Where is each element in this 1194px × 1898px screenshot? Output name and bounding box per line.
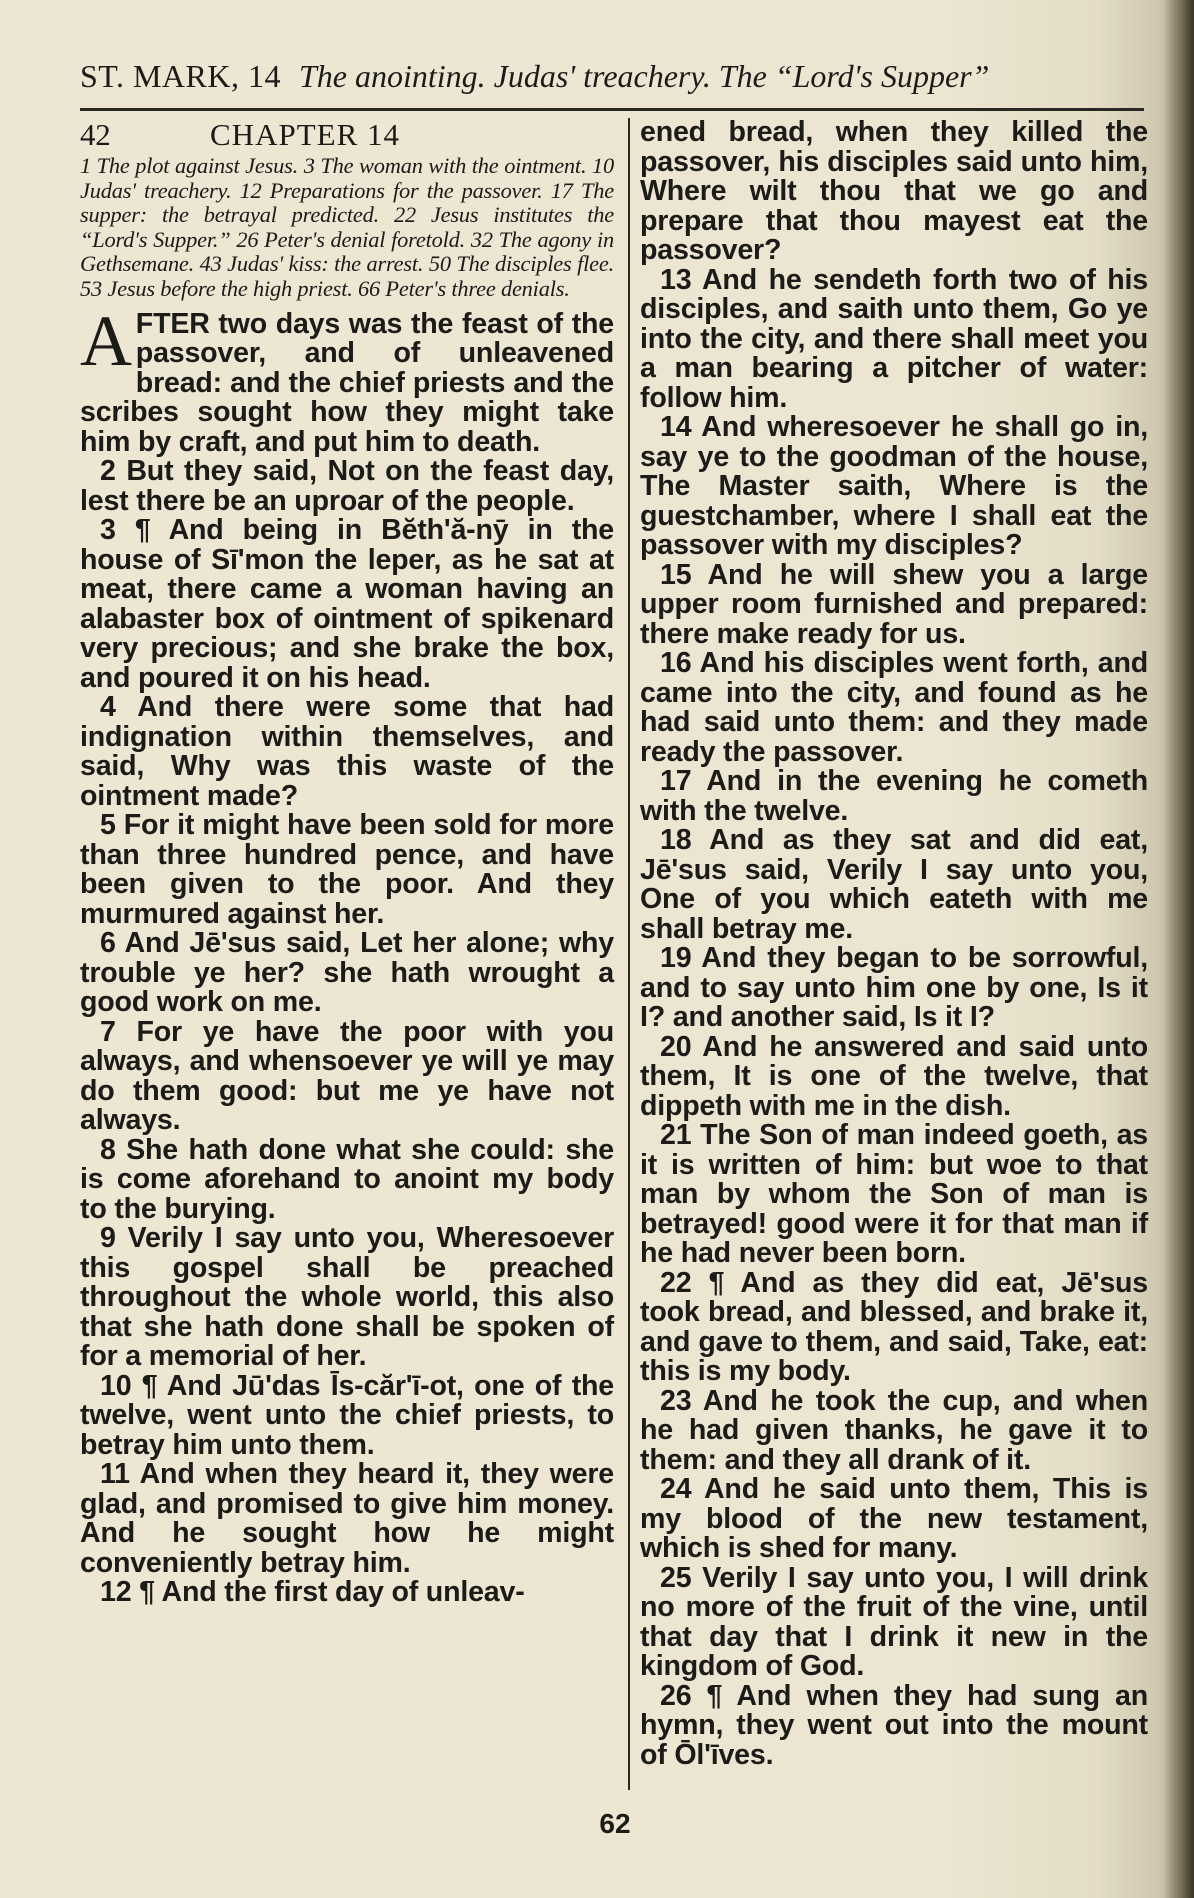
verse-13: 13 And he sendeth forth two of his disciples, and saith unto them, Go ye into the city, and there shall meet you a man bearing a pitcher of water: follow him. [640, 263, 1148, 414]
verse-8: 8 She hath done what she could: she is come aforehand to anoint my body to the burying. [80, 1133, 614, 1225]
verse-18: 18 And as they sat and did eat, Jē'sus said, Verily I say unto you, One of you which eateth with me shall betray me. [640, 824, 1148, 945]
verse-15: 15 And he will shew you a large upper room furnished and prepared: there make ready for us. [640, 558, 1148, 650]
verse-16: 16 And his disciples went forth, and came into the city, and found as he had said unto them: and they made ready the passover. [640, 647, 1148, 768]
verse-3: 3 ¶ And being in Bĕth'ă-nȳ in the house of Sī'mon the leper, as he sat at meat, there came a woman having an alabaster box of ointment of spikenard very precious; and she brake the box, and poured it on his head. [80, 514, 614, 694]
left-column [80, 118, 614, 1608]
verse-21: 21 The Son of man indeed goeth, as it is written of him: but woe to that man by whom the Son of man is betrayed! good were it for that man if he had never been born. [640, 1119, 1148, 1269]
verse-17: 17 And in the evening he cometh with the twelve. [640, 765, 1148, 827]
verse-24: 24 And he said unto them, This is my blood of the new testament, which is shed for many. [640, 1473, 1148, 1564]
chapter-title: CHAPTER 14 [210, 117, 400, 152]
verse-4: 4 And there were some that had indignation within themselves, and said, Why was this waste of the ointment made? [80, 691, 614, 812]
running-head-book: ST. MARK, 14 [80, 58, 281, 94]
verse-12-start: 12 ¶ And the first day of unleav- [100, 1576, 525, 1609]
verse-9: 9 Verily I say unto you, Wheresoever this gospel shall be preached throughout the whole world, this also that she hath done shall be spoken of for a memorial of her. [80, 1222, 614, 1373]
chapter-heading [80, 118, 614, 152]
header-rule [80, 108, 1144, 111]
verse-7: 7 For ye have the poor with you always, and whensoever ye will ye may do them good: but me ye have not always. [80, 1015, 614, 1137]
chapter-reference-number: 42 [80, 117, 111, 152]
verse-12-end: ened bread, when they killed the passover, his disciples said unto him, Where wilt thou that we go and prepare that thou mayest eat the passover? [640, 116, 1148, 266]
verse-11: 11 And when they heard it, they were glad, and promised to give him money. And he sought how he might conveniently betray him. [80, 1458, 614, 1579]
running-head-topics: The anointing. Judas' treachery. The “Lord's Supper” [298, 58, 990, 94]
verse-23: 23 And he took the cup, and when he had given thanks, he gave it to them: and they all drank of it. [640, 1384, 1148, 1476]
verse-19: 19 And they began to be sorrowful, and to say unto him one by one, Is it I? and another said, Is it I? [640, 942, 1148, 1033]
verse-20: 20 And he answered and said unto them, It is one of the twelve, that dippeth with me in the dish. [640, 1030, 1148, 1122]
page-spine-shadow [1164, 0, 1194, 1898]
verse-26: 26 ¶ And when they had sung an hymn, they went out into the mount of Ōl'īves. [640, 1679, 1148, 1771]
drop-cap: A [80, 300, 132, 381]
verse-25: 25 Verily I say unto you, I will drink no more of the fruit of the vine, until that day that I drink it new in the kingdom of God. [640, 1561, 1148, 1682]
verse-6: 6 And Jē'sus said, Let her alone; why trouble ye her? she hath wrought a good work on me. [80, 927, 614, 1019]
verse-14: 14 And wheresoever he shall go in, say ye to the goodman of the house, The Master saith, Where is the guestchamber, where I shall eat the passover with my disciples? [640, 411, 1148, 561]
page-number: 62 [599, 1808, 631, 1839]
chapter-summary [80, 154, 614, 302]
right-column [640, 118, 1148, 1770]
verse-text: FTER two days was the feast of the passover, and of unleavened bread: and the chief priests and the scribes sought how they might take him by craft, and put him to death. [80, 307, 614, 458]
verse-22: 22 ¶ And as they did eat, Jē'sus took bread, and blessed, and brake it, and gave to them, and said, Take, eat: this is my body. [640, 1266, 1148, 1387]
verse-5: 5 For it might have been sold for more than three hundred pence, and have been given to the poor. And they murmured against her. [80, 809, 614, 930]
verse-1 [80, 300, 614, 458]
running-head [80, 58, 1140, 110]
verse-10: 10 ¶ And Jū'das Īs-căr'ī-ot, one of the twelve, went unto the chief priests, to betray him unto them. [80, 1369, 614, 1461]
column-divider [628, 118, 630, 1790]
chapter-summary-text: 1 The plot against Jesus. 3 The woman with the ointment. 10 Judas' treachery. 12 Preparations for the passover. 17 The supper: the betrayal predicted. 22 Jesus institutes the “Lord's Supper.” 26 Peter's denial foretold. 32 The agony in Gethsemane. 43 Judas' kiss: the arrest. 50 The disciples flee. 53 Jesus before the high priest. 66 Peter's three denials. [80, 153, 614, 301]
verse-2: 2 But they said, Not on the feast day, lest there be an uproar of the people. [80, 455, 614, 517]
